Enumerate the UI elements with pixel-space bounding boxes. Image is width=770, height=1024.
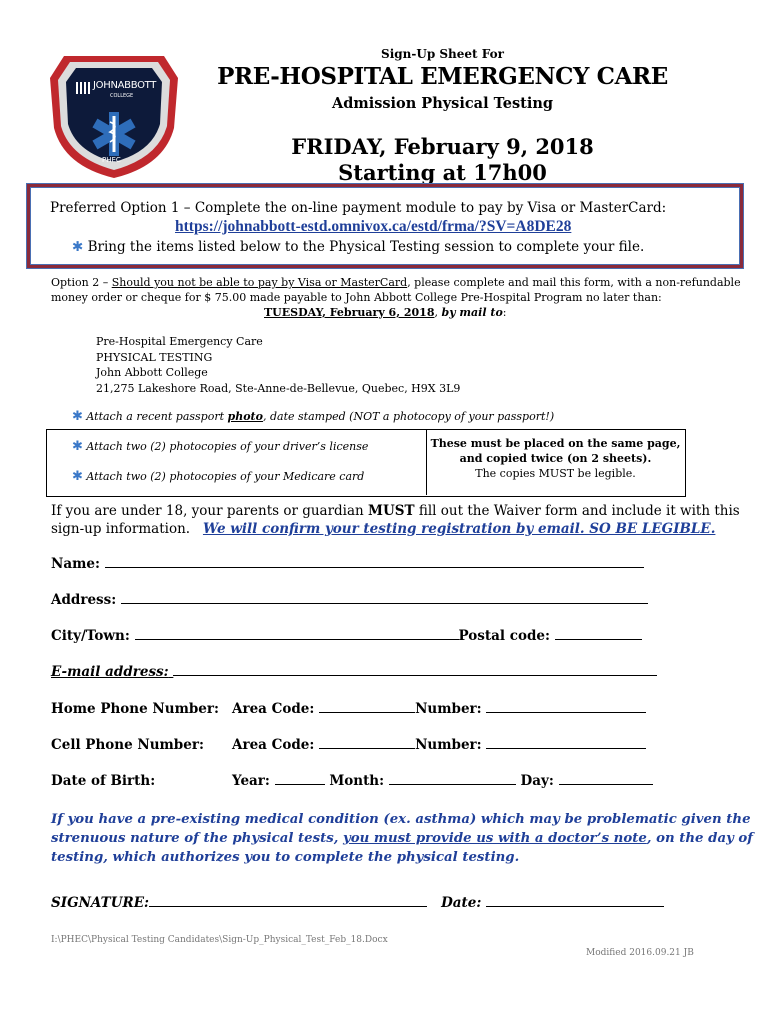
option2-rest: , please complete and mail this form, with a non-refundable	[407, 276, 741, 289]
date-label: Date:	[441, 895, 482, 911]
cell-number-label: Number:	[415, 737, 482, 753]
under18-line2	[51, 521, 715, 537]
medical-line2-post: , on the day of	[646, 831, 754, 846]
dob-fields	[232, 773, 653, 789]
medical-line-3: testing, which authorizes you to complete the physical testing.	[51, 850, 520, 865]
under18-must: MUST	[368, 503, 415, 519]
deadline-colon: :	[502, 306, 507, 319]
logo-program: PHEC	[102, 156, 121, 164]
pre-title: Sign-Up Sheet For	[381, 47, 504, 61]
postal-label: Postal code:	[458, 628, 550, 644]
home-number-label: Number:	[415, 701, 482, 717]
name-label: Name:	[51, 556, 100, 572]
asterisk-icon: ✱	[72, 239, 84, 255]
date-input[interactable]	[486, 906, 664, 907]
day-label: Day:	[520, 773, 554, 789]
file-path: I:\PHEC\Physical Testing Candidates\Sign-Up_Physical_Test_Feb_18.Docx	[51, 935, 388, 945]
email-input[interactable]	[173, 675, 657, 676]
city-label: City/Town:	[51, 628, 130, 644]
medical-line-1: If you have a pre-existing medical condition (ex. asthma) which may be problematic given the	[51, 812, 751, 827]
license-text: Attach two (2) photocopies of your driver’s license	[86, 440, 369, 453]
box-note-3: The copies MUST be legible.	[475, 467, 636, 480]
passport-pre: Attach a recent passport	[86, 410, 228, 423]
option2-deadline	[264, 306, 507, 319]
college-logo	[44, 48, 184, 182]
under18-line1	[51, 503, 740, 519]
under18-post: fill out the Waiver form and include it with this	[414, 503, 740, 519]
month-input[interactable]	[389, 784, 516, 785]
signature-label: SIGNATURE:	[51, 895, 149, 911]
asterisk-icon: ✱	[72, 469, 83, 484]
asterisk-icon: ✱	[72, 439, 83, 454]
cell-phone-label: Cell Phone Number:	[51, 737, 204, 753]
medical-note	[51, 810, 754, 867]
under18-pre: If you are under 18, your parents or guardian	[51, 503, 369, 519]
cell-phone-fields	[232, 737, 646, 753]
asterisk-icon: ✱	[72, 409, 83, 424]
city-row	[51, 628, 642, 644]
test-date: FRIDAY, February 9, 2018	[291, 134, 594, 159]
home-number-input[interactable]	[486, 712, 646, 713]
address-row	[51, 592, 648, 608]
year-input[interactable]	[275, 784, 325, 785]
passport-photo-word: photo	[227, 410, 263, 423]
deadline-sep: ,	[434, 306, 442, 319]
month-label: Month:	[329, 773, 385, 789]
cell-area-input[interactable]	[319, 748, 415, 749]
signature-row	[51, 895, 664, 911]
address-label: Address:	[51, 592, 117, 608]
name-row	[51, 556, 644, 572]
deadline-by-mail: by mail to	[441, 306, 503, 319]
modified-stamp: Modified 2016.09.21 JB	[586, 948, 694, 958]
page-subtitle: Admission Physical Testing	[331, 95, 554, 112]
box-note-1: These must be placed on the same page,	[430, 437, 681, 450]
medicare-text: Attach two (2) photocopies of your Medicare card	[86, 470, 365, 483]
page-title: PRE-HOSPITAL EMERGENCY CARE	[217, 63, 668, 90]
home-phone-label: Home Phone Number:	[51, 701, 219, 717]
day-input[interactable]	[559, 784, 653, 785]
year-label: Year:	[232, 773, 270, 789]
test-time: Starting at 17h00	[338, 160, 547, 185]
attachments-note	[427, 436, 684, 481]
cell-area-label: Area Code:	[232, 737, 315, 753]
address-line-3: John Abbott College	[96, 366, 208, 379]
box-note-2: and copied twice (on 2 sheets).	[459, 452, 652, 465]
option1-note	[72, 239, 644, 255]
logo-college: COLLEGE	[110, 93, 134, 99]
option2-lead: Option 2 –	[51, 276, 112, 289]
address-line-1: Pre-Hospital Emergency Care	[96, 335, 263, 348]
mailing-address	[96, 334, 460, 396]
option1-text: Preferred Option 1 – Complete the on-line payment module to pay by Visa or MasterCard:	[50, 200, 667, 216]
home-area-label: Area Code:	[232, 701, 315, 717]
postal-input[interactable]	[555, 639, 642, 640]
attach-license	[72, 439, 368, 454]
cell-number-input[interactable]	[486, 748, 646, 749]
payment-link[interactable]: https://johnabbott-estd.omnivox.ca/estd/frma/?SV=A8DE28	[175, 218, 572, 235]
email-row	[51, 664, 657, 680]
option2-line2: money order or cheque for $ 75.00 made payable to John Abbott College Pre-Hospital Program no later than:	[51, 291, 662, 304]
attach-medicare	[72, 469, 364, 484]
doctor-note-text: you must provide us with a doctor’s note	[342, 831, 647, 846]
home-area-input[interactable]	[319, 712, 415, 713]
confirm-note: We will confirm your testing registration by email. SO BE LEGIBLE.	[202, 521, 716, 537]
attach-passport	[72, 409, 554, 424]
deadline-date: TUESDAY, February 6, 2018	[264, 306, 435, 319]
medical-line2-pre: strenuous nature of the physical tests,	[51, 831, 343, 846]
option2-line1	[51, 276, 741, 289]
name-input[interactable]	[105, 567, 644, 568]
logo-brand: JOHNABBOTT	[93, 80, 157, 91]
option1-note-text: Bring the items listed below to the Physical Testing session to complete your file.	[87, 239, 645, 255]
under18-line2-text: sign-up information.	[51, 521, 191, 537]
dob-label: Date of Birth:	[51, 773, 156, 789]
email-label: E-mail address:	[51, 664, 169, 680]
signature-input[interactable]	[149, 906, 427, 907]
address-line-2: PHYSICAL TESTING	[96, 350, 213, 364]
option2-condition: Should you not be able to pay by Visa or MasterCard	[111, 276, 408, 289]
address-input[interactable]	[121, 603, 648, 604]
city-input[interactable]	[135, 639, 459, 640]
passport-post: , date stamped (NOT a photocopy of your passport!)	[262, 410, 555, 423]
home-phone-fields	[232, 701, 646, 717]
medical-line-2	[51, 829, 754, 848]
address-line-4: 21,275 Lakeshore Road, Ste-Anne-de-Bellevue, Quebec, H9X 3L9	[96, 381, 461, 395]
